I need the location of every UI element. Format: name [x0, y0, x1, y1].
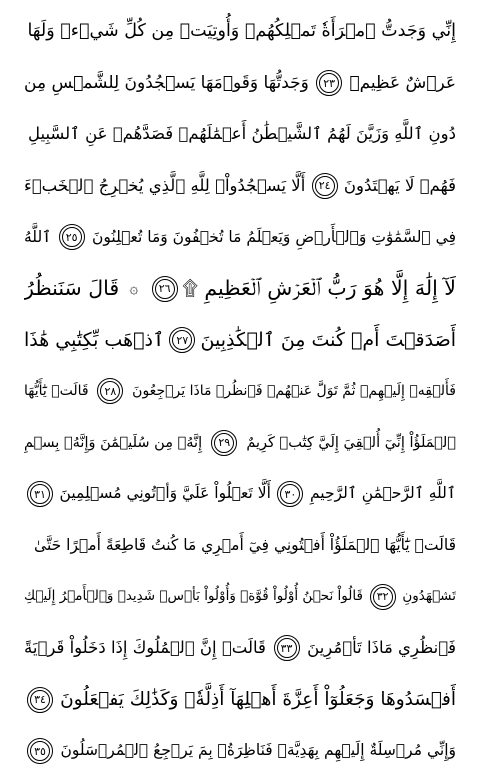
verse-text: قَالَتۡ يَٰٓأَيُّهَا ٱلۡمَلَؤُاْ أَفۡتُونِي فِيٓ أَمۡرِي مَا كُنتُ قَاطِعَةً أَمۡرًا حَتَّىٰ: [34, 535, 456, 554]
verse-line: [24, 623, 456, 674]
verse-line: [24, 6, 456, 57]
ayah-number-marker: ٢٩: [211, 430, 237, 456]
verse-text: ٱللَّهُ: [24, 227, 52, 246]
verse-text: عَرۡشٌ عَظِيمٞ: [349, 72, 456, 93]
verse-text: فَهُمۡ لَا يَهۡتَدُونَ: [343, 175, 456, 195]
verse-text: تَشۡهَدُونِ: [402, 588, 456, 605]
ayah-number-marker: ٢٨: [97, 378, 123, 404]
verse-line: [24, 109, 456, 160]
verse-text: إِنَّهُۥ مِن سُلَيۡمَٰنَ وَإِنَّهُۥ بِسۡمِ: [24, 434, 203, 451]
verse-line: [24, 366, 456, 417]
rub-el-hizb-icon: ۞: [129, 279, 139, 298]
verse-line: [24, 571, 456, 622]
verse-text: أَفۡسَدُوهَا وَجَعَلُوٓاْ أَعِزَّةَ أَهۡلِهَآ أَذِلَّةٗۚ وَكَذَٰلِكَ يَفۡعَلُونَ: [60, 688, 456, 710]
verse-line: [24, 417, 456, 468]
verse-text: ٱللَّهِ ٱلرَّحۡمَٰنِ ٱلرَّحِيمِ: [309, 484, 456, 503]
ayah-number-marker: ٢٧: [169, 327, 195, 353]
verse-line: [24, 674, 456, 725]
ayah-number-marker: ٢٥: [59, 224, 85, 250]
verse-text: دُونِ ٱللَّهِ وَزَيَّنَ لَهُمُ ٱلشَّيۡطَٰنُ أَعۡمَٰلَهُمۡ فَصَدَّهُمۡ عَنِ ٱلسَّبِيلِ: [27, 124, 456, 144]
verse-text: ٱلۡمَلَؤُاْ إِنِّيٓ أُلۡقِيَ إِلَيَّ كِتَٰبٞ كَرِيمٌ: [246, 434, 456, 451]
ayah-number-marker: ٢٦: [152, 276, 178, 302]
verse-text: إِنِّي وَجَدتُّ ٱمۡرَأَةٗ تَمۡلِكُهُمۡ وَأُوتِيَتۡ مِن كُلِّ شَيۡءٖ وَلَهَا: [27, 20, 456, 41]
verse-text: وَإِنِّي مُرۡسِلَةٌ إِلَيۡهِم بِهَدِيَّةٖ فَنَاظِرَةُۢ بِمَ يَرۡجِعُ ٱلۡمُرۡسَلُونَ: [60, 741, 456, 760]
verse-text: فِي ٱلسَّمَٰوَٰتِ وَٱلۡأَرۡضِ وَيَعۡلَمُ مَا تُخۡفُونَ وَمَا تُعۡلِنُونَ: [92, 227, 456, 246]
verse-text: قَالَتۡ يَٰٓأَيُّهَا: [24, 383, 89, 400]
ayah-number-marker: ٣٢: [370, 584, 396, 610]
ayah-number-marker: ٣٤: [27, 687, 53, 713]
verse-line: [24, 160, 456, 211]
ayah-number-marker: ٣٠: [277, 481, 303, 507]
verse-text: قَالُواْ نَحۡنُ أُوْلُواْ قُوَّةٖ وَأُوْلُواْ بَأۡسٖ شَدِيدٖ وَٱلۡأَمۡرُ إِلَيۡكِ: [24, 588, 363, 605]
verse-line: [24, 212, 456, 263]
verse-text: أَلَّا يَسۡجُدُواْۤ لِلَّهِ ٱلَّذِي يُخۡرِجُ ٱلۡخَبۡءَ: [24, 175, 306, 195]
verse-text: فَأَلۡقِهۡ إِلَيۡهِمۡ ثُمَّ تَوَلَّ عَنۡهُمۡ فَٱنظُرۡ مَاذَا يَرۡجِعُونَ: [132, 383, 456, 400]
verse-text: فَٱنظُرِي مَاذَا تَأۡمُرِينَ: [307, 638, 456, 658]
verse-line: [24, 263, 456, 314]
ayah-number-marker: ٢٤: [312, 173, 338, 199]
ayah-number-marker: ٣٥: [27, 738, 53, 764]
verse-line: [24, 520, 456, 571]
verse-text: قَالَتۡ إِنَّ ٱلۡمُلُوكَ إِذَا دَخَلُواْ قَرۡيَةً: [24, 638, 266, 658]
ayah-number-marker: ٣٣: [274, 635, 300, 661]
ayah-number-marker: ٣١: [27, 481, 53, 507]
verse-text: لَآ إِلَٰهَ إِلَّا هُوَ رَبُّ ٱلۡعَرۡشِ ٱلۡعَظِيمِ ۩: [182, 276, 456, 301]
verse-line: [24, 725, 456, 776]
ayah-number-marker: ٢٣: [316, 70, 342, 96]
verse-text: أَلَّا تَعۡلُواْ عَلَيَّ وَأۡتُونِي مُسۡلِمِينَ: [59, 484, 271, 503]
verse-text: قَالَ سَنَنظُرُ: [24, 276, 120, 301]
verse-text: وَجَدتُّهَا وَقَوۡمَهَا يَسۡجُدُونَ لِلشَّمۡسِ مِن: [24, 72, 309, 93]
verse-line: [24, 314, 456, 365]
verse-line: [24, 57, 456, 108]
verse-text: أَصَدَقۡتَ أَمۡ كُنتَ مِنَ ٱلۡكَٰذِبِينَ: [200, 328, 456, 351]
verse-text: ٱذۡهَب بِّكِتَٰبِي هَٰذَا: [24, 328, 165, 351]
verse-line: [24, 469, 456, 520]
